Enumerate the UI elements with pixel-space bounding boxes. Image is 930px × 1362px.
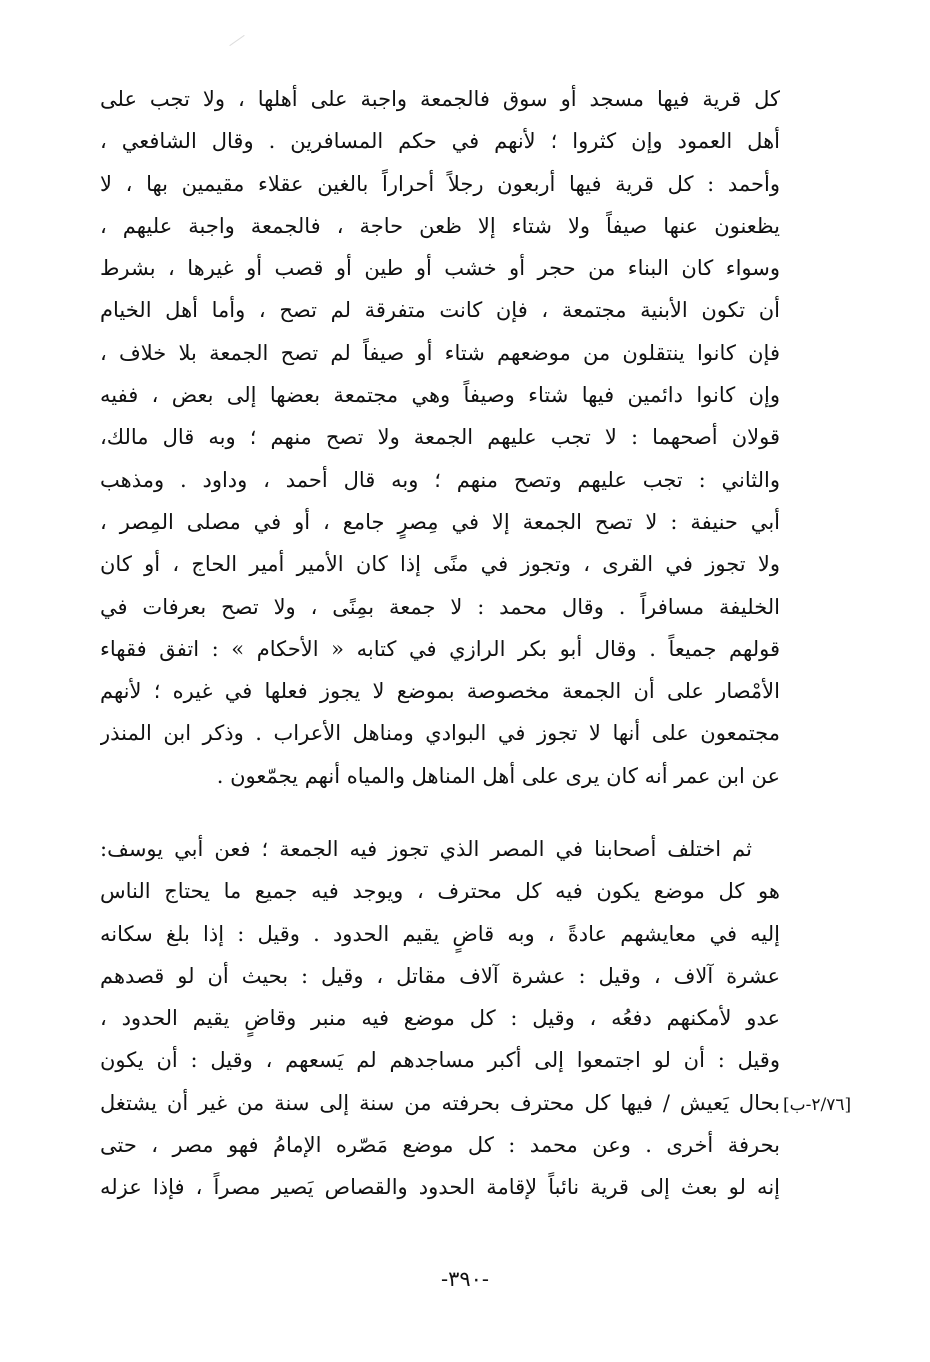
text-line: كل قرية فيها مسجد أو سوق فالجمعة واجبة على أهلها ، ولا تجب على [100,87,780,111]
text-line: إليه في معايشهم عادةً ، وبه قاضٍ يقيم الحدود . وقيل : إذا بلغ سكانه [100,921,780,946]
text-line: إنه لو بعث إلى قرية نائباً لإقامة الحدود والقصاص يَصير مصراً ، فإذا عزله [100,1175,780,1200]
text-line: أهل العمود وإن كثروا ؛ لأنهم في حكم المسافرين . وقال الشافعي ، [100,129,780,154]
text-line: عدو لأمكنهم دفعُه ، وقيل : كل موضع فيه منبر وقاضٍ يقيم الحدود ، [100,1006,780,1031]
text-line: وإن كانوا دائمين فيها شتاء وصيفاً وهي مجتمعة بعضها إلى بعض ، ففيه [100,383,780,408]
text-line: هو كل موضع يكون فيه كل محترف ، ويوجد فيه جميع ما يحتاج الناس [100,879,780,904]
scan-mark [229,35,244,46]
text-line: وسواء كان البناء من حجر أو خشب أو طين أو قصب أو غيرها ، بشرط [100,256,780,281]
text-line: بحرفة أخرى . وعن محمد : كل موضع مَصّره الإمامُ فهو مصر ، حتى [100,1133,780,1158]
text-line: أن تكون الأبنية مجتمعة ، فإن كانت متفرقة لم تصح ، وأما أهل الخيام [100,298,780,323]
manuscript-folio-note: [٢/٧٦-ب] [783,1095,852,1115]
text-line: يظعنون عنها صيفاً ولا شتاء إلا ظعن حاجة ، فالجمعة واجبة عليهم ، [100,213,780,238]
text-line: عن ابن عمر أنه كان يرى على أهل المناهل والمياه أنهم يجمّعون . [216,763,780,788]
text-line: الخليفة مسافراً . وقال محمد : لا جمعة بمِنًى ، ولا تصح بعرفات في [100,594,780,619]
text-line: فإن كانوا ينتقلون من موضعهم شتاء أو صيفاً لم تصح الجمعة بلا خلاف ، [100,340,780,365]
text-line: قولهم جميعاً . وقال أبو بكر الرازي في كتابه « الأحكام » : اتفق فقهاء [100,636,780,661]
paragraph-1 [100,78,780,797]
text-line: أبي حنيفة : لا تصح الجمعة إلا في مِصرٍ جامع ، أو في مصلى المِصر ، [100,509,780,534]
text-line: والثاني : تجب عليهم وتصح منهم ؛ وبه قال أحمد ، وداود . ومذهب [100,467,780,492]
text-line: ولا تجوز في القرى ، وتجوز في منًى إذا كان الأمير أمير الحاج ، أو كان [100,552,780,577]
text-line: ثم اختلف أصحابنا في المصر الذي تجوز فيه الجمعة ؛ فعن أبي يوسف: [100,837,752,861]
text-line: وأحمد : كل قرية فيها أربعون رجلاً أحراراً بالغين عقلاء مقيمين بها ، لا [100,171,780,196]
text-line: مجتمعون على أنها لا تجوز في البوادي ومناهل الأعراب . وذكر ابن المنذر [100,721,780,746]
text-line: عشرة آلاف ، وقيل : عشرة آلاف مقاتل ، وقيل : بحيث أن لو قصدهم [100,963,780,988]
text-line: الأمْصار على أن الجمعة مخصوصة بموضع لا يجوز فعلها في غيره ؛ لأنهم [100,679,780,704]
text-line: وقيل : أن لو اجتمعوا إلى أكبر مساجدهم لم يَسعهم ، وقيل : أن يكون [100,1048,780,1073]
text-line: بحال يَعيش / فيها كل محترف بحرفته من سنة إلى سنة من غير أن يشتغل [100,1090,780,1115]
text-line: قولان أصحهما : لا تجب عليهم الجمعة ولا تصح منهم ؛ وبه قال مالك، [100,425,780,450]
page-number: -٣٩٠- [440,1267,490,1291]
paragraph-2 [100,828,780,1209]
